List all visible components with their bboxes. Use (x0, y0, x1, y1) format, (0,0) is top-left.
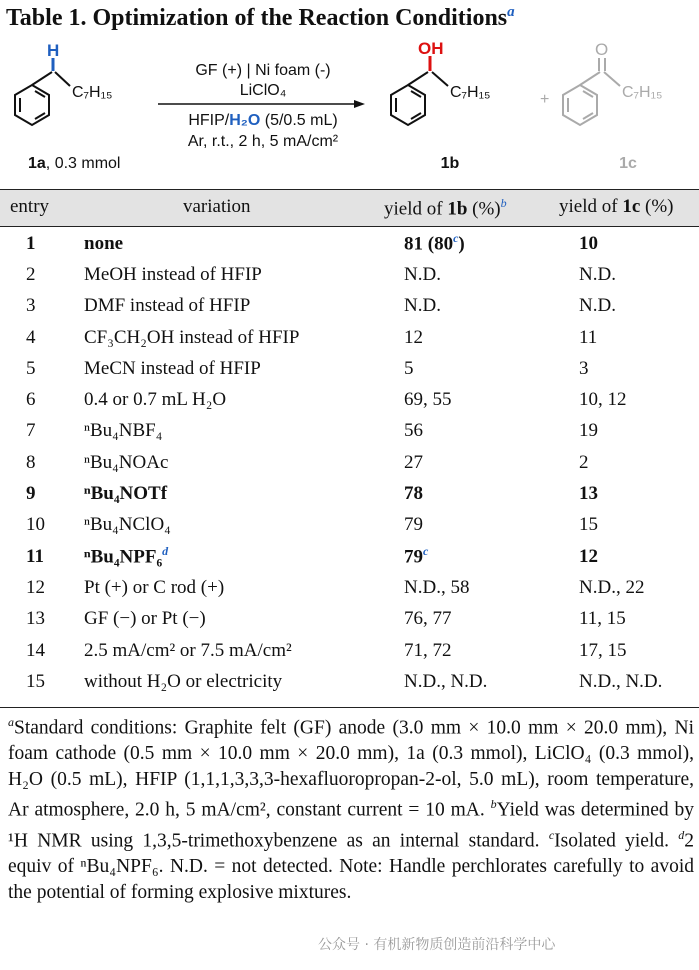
title-footnote-mark: a (507, 4, 515, 20)
table-row (0, 416, 699, 447)
yield-1c-cell: 13 (579, 483, 598, 505)
entry-cell: 6 (26, 389, 36, 411)
product-oh: OH (418, 40, 444, 58)
yield-1b-cell: 81 (80$^c$) (404, 231, 465, 255)
yield-1c-cell: N.D., N.D. (579, 670, 663, 692)
entry-cell: 14 (26, 639, 45, 661)
table-header (0, 190, 699, 226)
yield-1b-cell: N.D., N.D. (404, 670, 488, 692)
footnote-a: Standard conditions: Graphite felt (GF) anode (3.0 mm × 10.0 mm × 20.0 mm), Ni foam cathode (0.5 mm × 10.0 mm × 20.0 mm), 1a (0.3 mmol), LiClO₄ (0.3 mmol), H₂O (0.5 mL), HFIP (1,1,1,3,3,3-hexafluoropropan-2-ol, 5.0 mL), room temperature, Ar atmosphere, 2.0 h, 5 mA/cm², constant current = 10 mA. (8, 717, 694, 821)
table-bottom-rule (0, 707, 699, 708)
table-row (0, 604, 699, 635)
yield-1b-cell: 56 (404, 420, 423, 442)
table-title: Table 1. Optimization of the Reaction Conditions$^a$ (6, 4, 515, 31)
entry-cell: 5 (26, 357, 36, 379)
plus-sign: + (540, 91, 550, 108)
header-yield-1c: yield of 1c (%) (559, 196, 674, 217)
results-table-body (0, 228, 699, 697)
variation-cell: without H₂O or electricity (84, 670, 283, 692)
yield-1c-cell: 15 (579, 514, 598, 536)
yield-1b-cell: N.D. (404, 263, 441, 285)
table-row (0, 291, 699, 322)
byproduct-chain: C₇H₁₅ (622, 84, 663, 101)
header-entry: entry (10, 196, 50, 217)
table-row (0, 447, 699, 478)
cond-solvent: HFIP/H₂O (5/0.5 mL) (188, 112, 338, 129)
yield-1b-cell: 76, 77 (404, 608, 452, 630)
yield-1b-cell: N.D. (404, 295, 441, 317)
benzene-ring-1b (391, 72, 448, 125)
sm-chain: C₇H₁₅ (72, 84, 113, 101)
table-row (0, 478, 699, 509)
table-row (0, 259, 699, 290)
yield-1c-cell: 10, 12 (579, 389, 627, 411)
table-row (0, 322, 699, 353)
entry-cell: 15 (26, 670, 45, 692)
byproduct-oxygen: O (595, 40, 609, 59)
footnote-b: Yield was determined by ¹H NMR using 1,3,5-trimethoxybenzene as an internal standard. (8, 799, 694, 852)
entry-cell: 4 (26, 326, 36, 348)
yield-1c-cell: 2 (579, 451, 589, 473)
table-row (0, 353, 699, 384)
benzene-ring-1c (563, 58, 620, 125)
entry-cell: 11 (26, 545, 44, 567)
yield-1c-cell: 11, 15 (579, 608, 626, 630)
table-row (0, 228, 699, 259)
benzene-ring-1a (15, 72, 70, 125)
results-table (0, 228, 699, 697)
cond-electrodes: GF (+) | Ni foam (-) (195, 62, 331, 79)
entry-cell: 3 (26, 295, 36, 317)
entry-cell: 12 (26, 576, 45, 598)
yield-1c-cell: 10 (579, 232, 598, 254)
footnote-d: 2 equiv of ⁿBu₄NPF₆. N.D. = not detected. Note: Handle perchlorates carefully to avoid the potential of forming explosive mixtures. (8, 830, 695, 904)
cond-electrolyte: LiClO₄ (239, 82, 287, 99)
entry-cell: 10 (26, 514, 45, 536)
variation-cell: ⁿBu₄NOAc (84, 451, 169, 473)
variation-cell: DMF instead of HFIP (84, 295, 251, 317)
table-row (0, 541, 699, 572)
entry-cell: 7 (26, 420, 36, 442)
yield-1c-cell: N.D. (579, 295, 616, 317)
yield-1b-cell: N.D., 58 (404, 576, 470, 598)
reaction-scheme (0, 40, 699, 180)
table-row (0, 384, 699, 415)
yield-1c-cell: 11 (579, 326, 598, 348)
variation-cell: Pt (+) or C rod (+) (84, 576, 225, 598)
yield-1b-cell: 71, 72 (404, 639, 452, 661)
header-yield-1b: yield of 1b (%)$^b$ (384, 196, 507, 220)
table-row (0, 635, 699, 666)
variation-cell: GF (−) or Pt (−) (84, 608, 206, 630)
table-footnotes: $^a$Standard conditions: Graphite felt (GF) anode (3.0 mm × 10.0 mm × 20.0 mm), Ni foam cathode (0.5 mm × 10.0 mm × 20.0 mm), 1a (0.3 mmol), LiClO₄ (0.3 mmol), H₂O (0.5 mL), HFIP (1,1,1,3,3,3-hexafluoropropan-2-ol, 5.0 mL), room temperature, Ar atmosphere, 2.0 h, 5 mA/cm², constant current = 10 mA. $^b$Yield was determined by ¹H NMR using 1,3,5-trimethoxybenzene as an internal standard. $^c$Isolated yield. $^d$2 equiv of ⁿBu₄NPF₆. N.D. = not detected. Note: Handle perchlorates carefully to avoid the potential of forming explosive mixtures. (8, 715, 695, 904)
sm-hydrogen: H (47, 41, 60, 60)
table-row (0, 666, 699, 697)
table-row (0, 510, 699, 541)
variation-cell: CF₃CH₂OH instead of HFIP (84, 326, 300, 348)
yield-1c-cell: N.D., 22 (579, 576, 645, 598)
yield-1c-cell: 3 (579, 357, 589, 379)
yield-1c-cell: 19 (579, 420, 598, 442)
cond-atmosphere: Ar, r.t., 2 h, 5 mA/cm² (187, 133, 339, 150)
variation-cell: ⁿBu₄NClO₄ (84, 514, 171, 536)
footnote-c: Isolated yield. (554, 830, 669, 852)
yield-1c-cell: 12 (579, 545, 598, 567)
table-header-rule (0, 226, 699, 227)
variation-cell: 0.4 or 0.7 mL H₂O (84, 389, 227, 411)
variation-cell: none (84, 232, 124, 254)
variation-cell: ⁿBu₄NOTf (84, 483, 168, 505)
entry-cell: 13 (26, 608, 45, 630)
product-label-1c: 1c (619, 155, 637, 172)
product-chain: C₇H₁₅ (450, 84, 491, 101)
yield-1b-cell: 69, 55 (404, 389, 452, 411)
yield-1b-cell: 79 (404, 514, 423, 536)
watermark: 公众号 · 有机新物质创造前沿科学中心 (318, 937, 556, 953)
yield-1c-cell: 17, 15 (579, 639, 627, 661)
table-row (0, 572, 699, 603)
variation-cell: MeOH instead of HFIP (84, 263, 262, 285)
entry-cell: 9 (26, 483, 36, 505)
entry-cell: 2 (26, 263, 36, 285)
yield-1b-cell: 27 (404, 451, 423, 473)
product-label-1b: 1b (440, 155, 460, 172)
entry-cell: 8 (26, 451, 36, 473)
arrow-head (354, 100, 365, 108)
variation-cell: ⁿBu₄NBF₄ (84, 420, 163, 442)
yield-1b-cell: 79$^c$ (404, 544, 429, 568)
yield-1b-cell: 5 (404, 357, 414, 379)
entry-cell: 1 (26, 232, 36, 254)
variation-cell: ⁿBu₄NPF₆$^d$ (84, 544, 169, 568)
yield-1b-cell: 12 (404, 326, 423, 348)
yield-1b-cell: 78 (404, 483, 423, 505)
yield-1c-cell: N.D. (579, 263, 616, 285)
sm-label: 1a, 0.3 mmol (28, 155, 121, 172)
header-variation: variation (183, 196, 251, 217)
variation-cell: 2.5 mA/cm² or 7.5 mA/cm² (84, 639, 292, 661)
variation-cell: MeCN instead of HFIP (84, 357, 261, 379)
